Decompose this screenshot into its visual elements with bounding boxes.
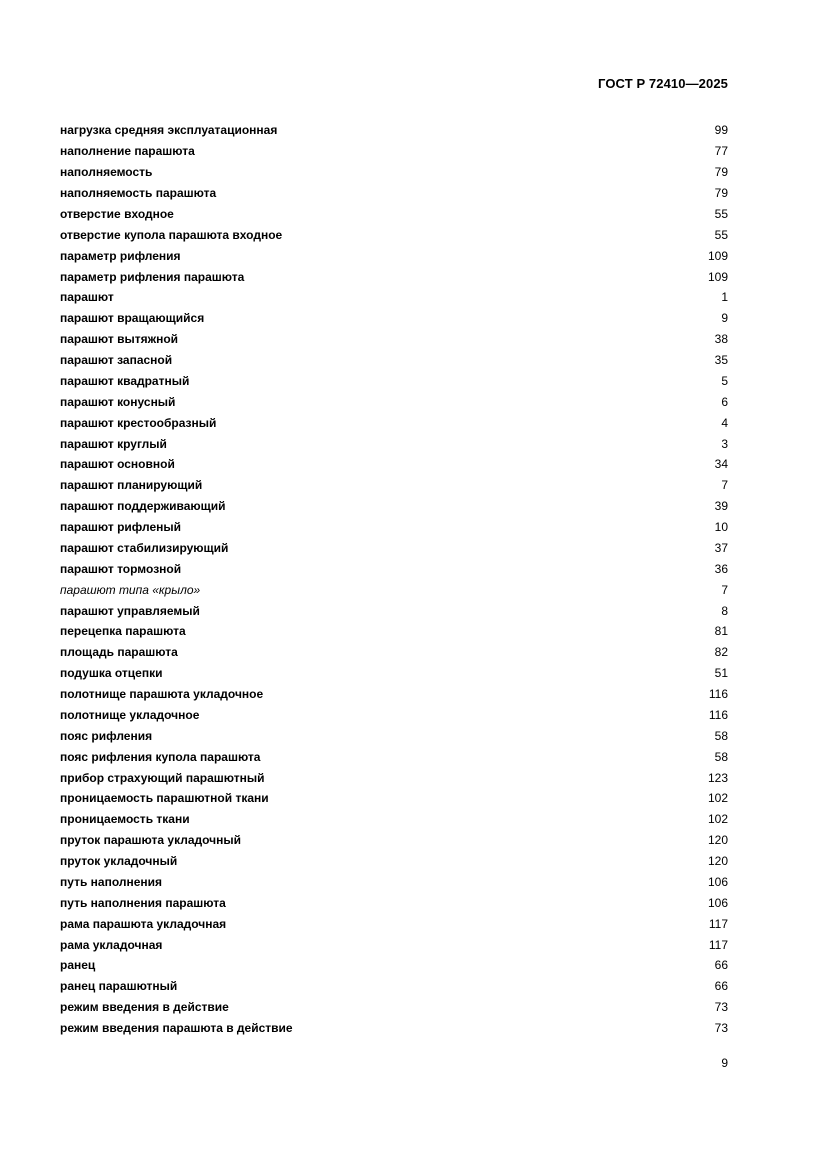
index-entry (60, 892, 728, 913)
index-entry (60, 746, 728, 767)
index-term-number: 39 (714, 499, 728, 514)
index-term-number: 106 (707, 874, 728, 889)
index-term: перецепка парашюта (60, 624, 186, 639)
index-entry (60, 266, 728, 287)
index-term-number: 77 (714, 144, 728, 159)
index-term: парашют квадратный (60, 373, 190, 388)
index-term-number: 99 (714, 123, 728, 138)
index-entry (60, 245, 728, 266)
index-term-number: 81 (714, 624, 728, 639)
index-entry (60, 162, 728, 183)
index-term: парашют (60, 290, 114, 305)
index-term: парашют основной (60, 457, 175, 472)
index-entry (60, 391, 728, 412)
index-entry (60, 329, 728, 350)
index-term: парашют планирующий (60, 478, 203, 493)
index-term: рама укладочная (60, 937, 163, 952)
index-term: парашют круглый (60, 436, 167, 451)
index-term-number: 4 (721, 415, 728, 430)
index-term: рама парашюта укладочная (60, 916, 227, 931)
index-term-number: 123 (707, 770, 728, 785)
index-entry (60, 517, 728, 538)
index-entry (60, 955, 728, 976)
index-term: ранец (60, 958, 96, 973)
index-term-number: 117 (708, 937, 728, 952)
index-entry (60, 600, 728, 621)
document-code: ГОСТ Р 72410—2025 (598, 76, 728, 91)
index-term-number: 66 (714, 958, 728, 973)
index-term-number: 120 (707, 833, 728, 848)
index-term: полотнище укладочное (60, 707, 200, 722)
index-entry (60, 1018, 728, 1039)
index-entry (60, 997, 728, 1018)
index-term: парашют запасной (60, 353, 173, 368)
index-term-number: 5 (721, 373, 728, 388)
index-entry (60, 934, 728, 955)
index-entry (60, 872, 728, 893)
index-term-number: 116 (708, 687, 728, 702)
index-entry (60, 308, 728, 329)
index-term: подушка отцепки (60, 666, 163, 681)
index-term: режим введения в действие (60, 1000, 229, 1015)
index-entry (60, 705, 728, 726)
index-entry (60, 976, 728, 997)
index-entry (60, 120, 728, 141)
index-entry (60, 621, 728, 642)
index-term: параметр рифления (60, 248, 181, 263)
index-term-number: 79 (714, 186, 728, 201)
index-entry (60, 183, 728, 204)
index-term-number: 82 (714, 645, 728, 660)
index-term-number: 66 (714, 979, 728, 994)
index-term-number: 9 (721, 311, 728, 326)
index-term-number: 36 (714, 561, 728, 576)
index-term: нагрузка средняя эксплуатационная (60, 123, 278, 138)
index-term-number: 116 (708, 707, 728, 722)
index-term-number: 117 (708, 916, 728, 931)
index-entry (60, 767, 728, 788)
index-term-number: 6 (721, 394, 728, 409)
index-term-number: 58 (714, 728, 728, 743)
index-entry (60, 433, 728, 454)
index-term-number: 8 (721, 603, 728, 618)
index-term: парашют стабилизирующий (60, 540, 229, 555)
index-entry (60, 851, 728, 872)
index-term: пруток парашюта укладочный (60, 833, 242, 848)
index-entry (60, 684, 728, 705)
index-term-number: 55 (714, 227, 728, 242)
index-term: парашют типа «крыло» (60, 582, 201, 597)
index-term: парашют вращающийся (60, 311, 205, 326)
index-entry (60, 287, 728, 308)
index-term-number: 7 (721, 478, 728, 493)
page-number: 9 (721, 1056, 728, 1070)
index-entry (60, 809, 728, 830)
index-term: прибор страхующий парашютный (60, 770, 265, 785)
index-term: режим введения парашюта в действие (60, 1021, 293, 1036)
index-term-number: 1 (721, 290, 728, 305)
index-entry (60, 412, 728, 433)
index-entry (60, 913, 728, 934)
index-term: проницаемость ткани (60, 812, 190, 827)
index-entry (60, 558, 728, 579)
index-entry (60, 538, 728, 559)
index-entry (60, 454, 728, 475)
index-entry (60, 830, 728, 851)
index-term-number: 109 (707, 269, 728, 284)
index-term-number: 38 (714, 332, 728, 347)
index-term-number: 102 (707, 791, 728, 806)
index-term: пояс рифления купола парашюта (60, 749, 261, 764)
index-term-number: 10 (714, 520, 728, 535)
index-entry (60, 642, 728, 663)
index-term-number: 55 (714, 206, 728, 221)
index-entry (60, 579, 728, 600)
index-entry (60, 788, 728, 809)
index-term-number: 73 (714, 1000, 728, 1015)
index-term: путь наполнения (60, 874, 163, 889)
index-term: полотнище парашюта укладочное (60, 687, 264, 702)
index-term: парашют управляемый (60, 603, 200, 618)
index-term: наполняемость (60, 165, 153, 180)
index-term-number: 73 (714, 1021, 728, 1036)
index-entry (60, 350, 728, 371)
alphabetical-index (60, 120, 728, 1039)
index-term: площадь парашюта (60, 645, 178, 660)
index-term-number: 37 (714, 540, 728, 555)
index-term: отверстие купола парашюта входное (60, 227, 283, 242)
index-term: наполняемость парашюта (60, 186, 217, 201)
index-term: пруток укладочный (60, 854, 178, 869)
index-entry (60, 371, 728, 392)
index-entry (60, 475, 728, 496)
index-term-number: 51 (714, 666, 728, 681)
index-term: пояс рифления (60, 728, 153, 743)
index-term: проницаемость парашютной ткани (60, 791, 269, 806)
index-term: путь наполнения парашюта (60, 895, 226, 910)
index-term: парашют рифленый (60, 520, 182, 535)
index-term: парашют вытяжной (60, 332, 179, 347)
index-term-number: 7 (721, 582, 728, 597)
index-term: парашют поддерживающий (60, 499, 226, 514)
index-term: парашют конусный (60, 394, 176, 409)
index-entry (60, 141, 728, 162)
index-term-number: 79 (714, 165, 728, 180)
index-term: ранец парашютный (60, 979, 178, 994)
index-term-number: 109 (707, 248, 728, 263)
index-term: парашют крестообразный (60, 415, 217, 430)
index-term-number: 102 (707, 812, 728, 827)
index-term-number: 34 (714, 457, 728, 472)
index-term-number: 106 (707, 895, 728, 910)
index-entry (60, 725, 728, 746)
index-term: параметр рифления парашюта (60, 269, 245, 284)
index-entry (60, 663, 728, 684)
index-term-number: 35 (714, 353, 728, 368)
index-term-number: 3 (721, 436, 728, 451)
index-entry (60, 204, 728, 225)
index-term-number: 120 (707, 854, 728, 869)
index-entry (60, 224, 728, 245)
index-term: парашют тормозной (60, 561, 182, 576)
index-term: отверстие входное (60, 206, 174, 221)
index-term-number: 58 (714, 749, 728, 764)
index-term: наполнение парашюта (60, 144, 195, 159)
index-entry (60, 496, 728, 517)
